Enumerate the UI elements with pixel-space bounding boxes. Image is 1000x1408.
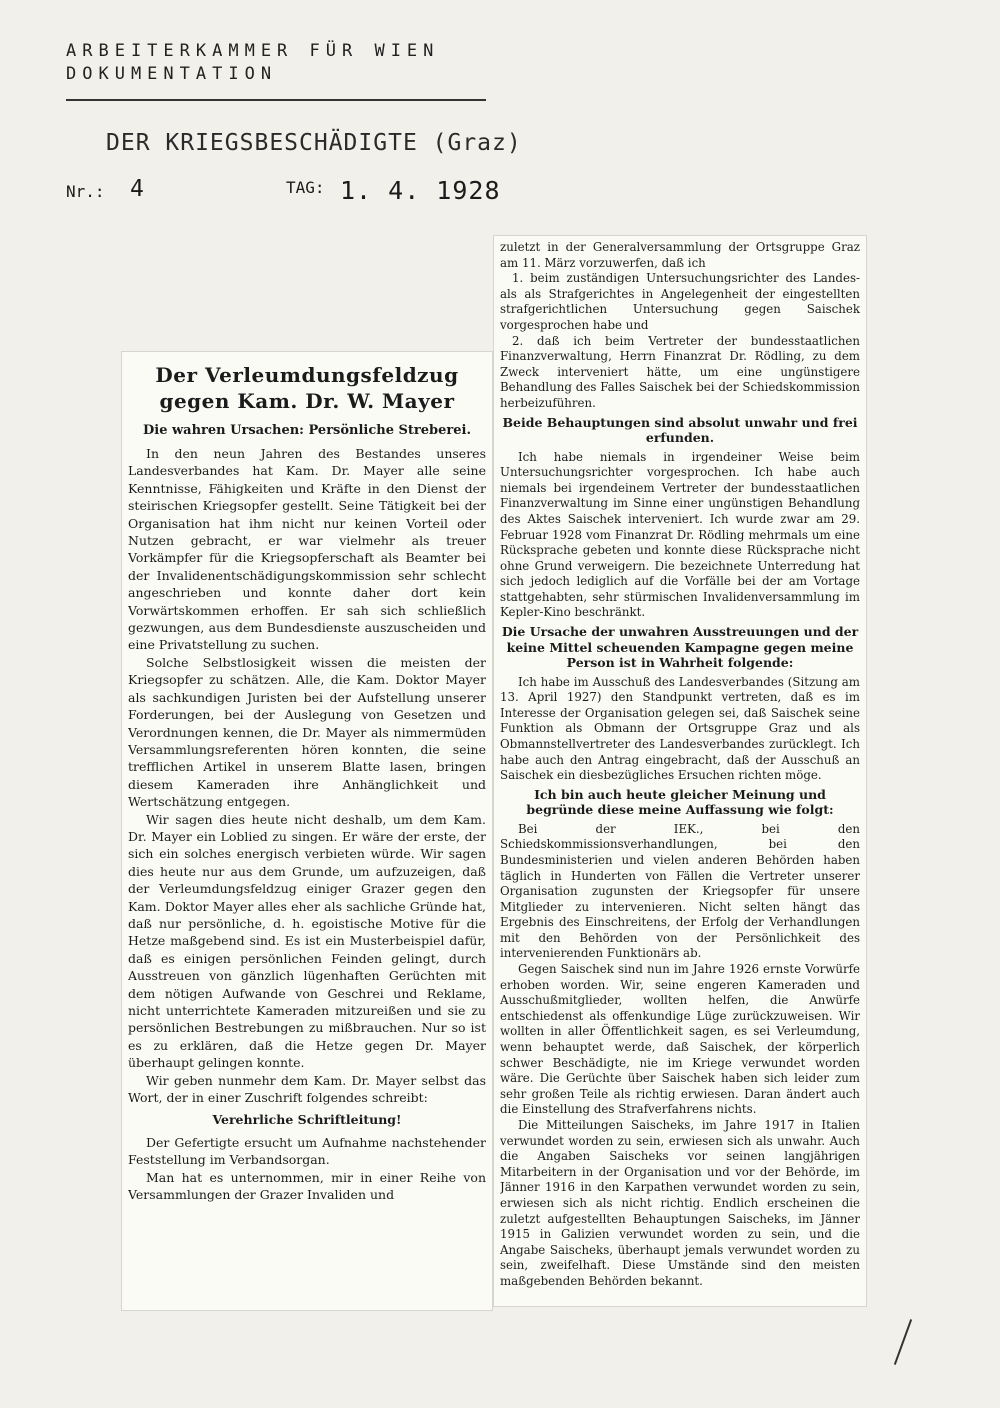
header-rule [66,99,486,101]
section-heading: Die Ursache der unwahren Ausstreuungen und der keine Mittel scheuenden Kampagne gegen meine Person ist in Wahrheit folgende: [501,624,859,671]
archive-stamp [66,40,439,86]
pen-tick-mark [894,1319,912,1365]
article-title: Der Verleumdungsfeldzug gegen Kam. Dr. W. Mayer [155,363,459,413]
publication-name: DER KRIEGSBESCHÄDIGTE (Graz) [106,130,522,156]
issue-number-label: Nr.: [66,182,105,201]
paragraph: In den neun Jahren des Bestandes unseres Landesverbandes hat Kam. Dr. Mayer alle seine Kenntnisse, Fähigkeiten und Kräfte in den Dienst der steirischen Kriegsopfer gestellt. Seine Tätigkeit bei der Organisation hat ihm nicht nur keinen Vorteil oder Nutzen gebracht, er war vielmehr als treuer Vorkämpfer für die Kriegsopferschaft als Beamter bei der Invalidenentschädigungskommission sehr schlecht angeschrieben und konnte daher dort kein Vorwärtskommen erhoffen. Er sah sich schließlich gezwungen, aus dem Bundesdienste auszuscheiden und eine Privatstellung zu suchen. [128,446,486,653]
paragraph: Ich habe im Ausschuß des Landesverbandes (Sitzung am 13. April 1927) den Standpunkt vertreten, daß es im Interesse der Organisation gelegen sei, daß Saischek seine Funktion als Obmann der Ortsgruppe Graz und als Obmannstellvertreter des Landesverbandes zurücklegt. Ich habe auch den Antrag eingebracht, daß der Ausschuß an Saischek ein diesbezügliches Ersuchen richten möge. [500,674,860,783]
date-label: TAG: [286,178,325,197]
paragraph: Ich habe niemals in irgendeiner Weise beim Untersuchungsrichter vorgesprochen. Ich habe auch niemals bei irgendeinem Vertreter der bundesstaatlichen Finanzverwaltung im Sinne einer ungünstigen Behandlung des Aktes Saischek interveniert. Ich wurde zwar am 29. Februar 1928 vom Finanzrat Dr. Rödling mehrmals um eine Rücksprache gebeten und konnte diese Rücksprache nicht ohne Grund verweigern. Die bezeichnete Unterredung hat sich jedoch lediglich auf die Vorfälle bei der am Vortage stattgehabten, sehr stürmischen Invalidenversammlung im Kepler-Kino beschränkt. [500,449,860,620]
paragraph: Wir geben nunmehr dem Kam. Dr. Mayer selbst das Wort, der in einer Zuschrift folgendes schreibt: [128,1072,486,1106]
paragraph: Man hat es unternommen, mir in einer Reihe von Versammlungen der Grazer Invaliden und [128,1169,486,1203]
clipping-right-column [494,236,866,1306]
issue-number: 4 [130,176,144,202]
archive-department: DOKUMENTATION [66,64,278,84]
section-heading: Ich bin auch heute gleicher Meinung und begründe diese meine Auffassung wie folgt: [526,786,834,818]
section-heading: Beide Behauptungen sind absolut unwahr und frei erfunden. [502,414,858,446]
paragraph: Solche Selbstlosigkeit wissen die meisten der Kriegsopfer zu schätzen. Alle, die Kam. Doktor Mayer als sachkundigen Juristen bei der Aufstellung unserer Forderungen, bei der Auslegung von Gesetzen und Verordnungen kennen, die Dr. Mayer als nimmermüden Versammlungsreferenten hören konnten, die seine trefflichen Artikel in unserem Blatte lasen, bringen diesem Kameraden ihre Anhänglichkeit und Wertschätzung entgegen. [128,654,486,810]
article-subtitle: Die wahren Ursachen: Persönliche Streberei. [142,423,471,438]
list-item: 1. beim zuständigen Untersuchungsrichter des Landes- als als Strafgerichtes in Angelegenheit der eingestellten strafgerichtlichen Untersuchung gegen Saischek vorgesprochen habe und [500,271,860,332]
paragraph: zuletzt in der Generalversammlung der Ortsgruppe Graz am 11. März vorzuwerfen, daß ich [500,240,860,270]
letter-salutation: Verehrliche Schriftleitung! [212,1112,402,1128]
paragraph: Gegen Saischek sind nun im Jahre 1926 ernste Vorwürfe erhoben worden. Wir, seine engeren Kameraden und Ausschußmitglieder, wollten helfen, die Anwürfe entschiedenst als offenkundige Lüge zurückzuweisen. Wir wollten in aller Öffentlichkeit sagen, es sei Verleumdung, wenn behauptet werde, daß Saischek, der körperlich schwer Beschädigte, nie im Kriege verwundet worden wäre. Die Gerüchte über Saischek haben sich leider zum sehr großen Teile als richtig erwiesen. Daran ändert auch die Einstellung des Strafverfahrens nichts. [500,962,860,1117]
paragraph: Die Mitteilungen Saischeks, im Jahre 1917 in Italien verwundet worden zu sein, erwiesen sich als unwahr. Auch die Angaben Saischeks vor seinen langjährigen Mitarbeitern in der Organisation und vor der Behörde, im Jänner 1916 in den Karpathen verwundet worden zu sein, erwiesen sich als nicht richtig. Endlich erscheinen die zuletzt aufgestellten Behauptungen Saischeks, im Jänner 1915 in Galizien verwundet worden zu sein, und die Angabe Saischeks, überhaupt jemals verwundet worden zu sein, zweifelhaft. Diese Umstände sind den meisten maßgebenden Behörden bekannt. [500,1118,860,1288]
issue-date: 1. 4. 1928 [340,176,501,205]
archive-name: ARBEITERKAMMER FÜR WIEN [66,41,440,61]
list-item: 2. daß ich beim Vertreter der bundesstaatlichen Finanzverwaltung, Herrn Finanzrat Dr. Rödling, zu dem Zweck interveniert hätte, um eine ungünstigere Behandlung des Falles Saischek bei der Schiedskommission herbeizuführen. [500,333,860,410]
clipping-left-column [122,352,492,1310]
paragraph: Der Gefertigte ersucht um Aufnahme nachstehender Feststellung im Verbandsorgan. [128,1134,486,1168]
paragraph: Bei der IEK., bei den Schiedskommissionsverhandlungen, bei den Bundesministerien und vielen anderen Behörden haben täglich in Hunderten von Fällen die Vertreter unserer Organisation zugunsten der Kriegsopfer für unsere Mitglieder zu intervenieren. Nicht selten hängt das Ergebnis des Einschreitens, der Erfolg der Verhandlungen mit den Behörden von der Persönlichkeit des intervenierenden Funktionärs ab. [500,821,860,961]
paragraph: Wir sagen dies heute nicht deshalb, um dem Kam. Dr. Mayer ein Loblied zu singen. Er wäre der erste, der sich ein solches energisch verbieten würde. Wir sagen dies heute nur aus dem Grunde, um aufzuzeigen, daß der Verleumdungsfeldzug einiger Grazer gegen den Kam. Doktor Mayer alles eher als sachliche Gründe hat, daß nur persönliche, d. h. egoistische Motive für die Hetze maßgebend sind. Es ist ein Musterbeispiel dafür, daß es einigen persönlichen Feinden gelingt, durch Ausstreuen von gänzlich lügenhaften Gerüchten mit dem nötigen Aufwande von Geschrei und Reklame, nicht unterrichtete Kameraden mitzureißen und sie zu persönlichen Bestrebungen zu mißbrauchen. Nur so ist es zu erklären, daß die Hetze gegen Dr. Mayer überhaupt gelingen konnte. [128,811,486,1071]
